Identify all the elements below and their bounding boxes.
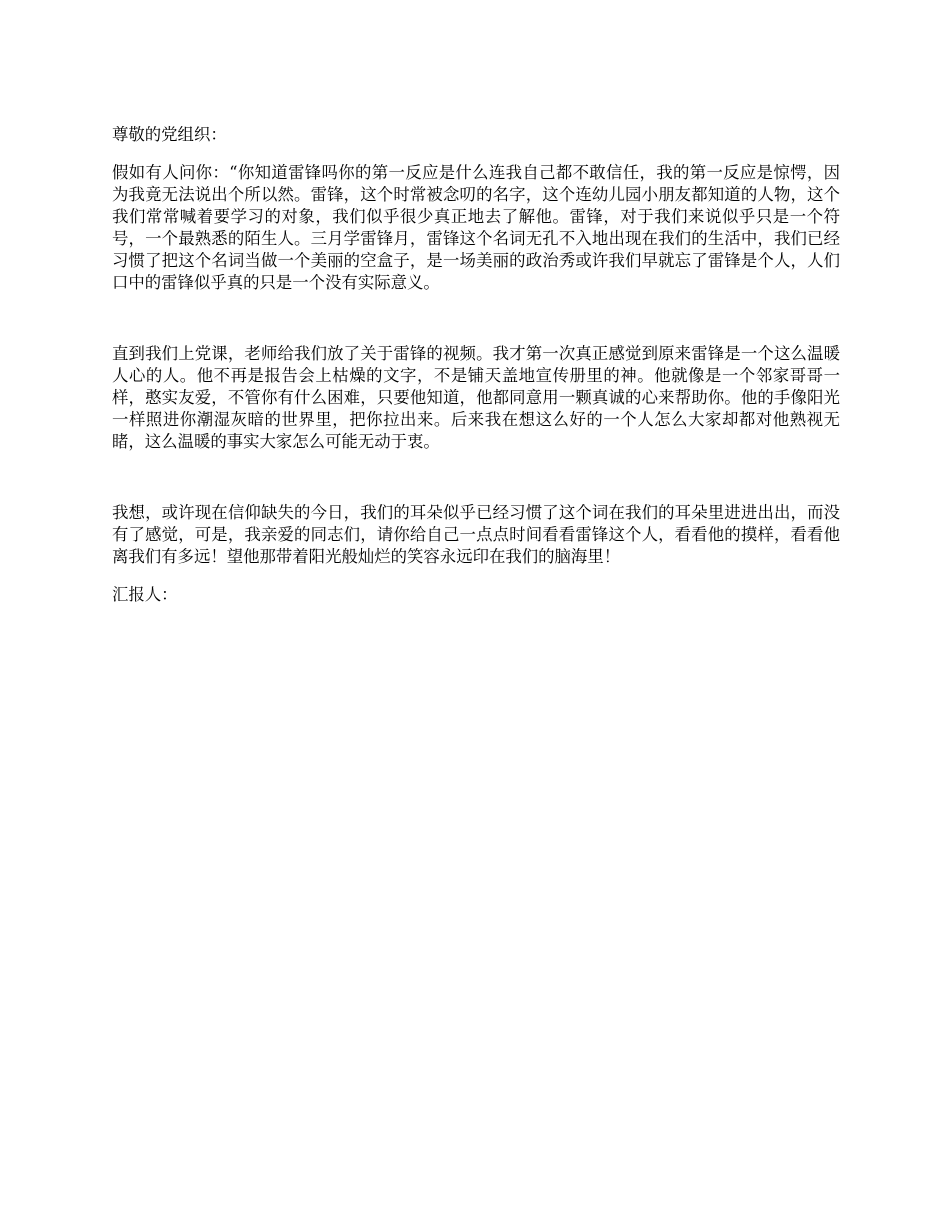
- signature-label: 汇报人：: [112, 585, 178, 604]
- paragraph-2: 直到我们上党课，老师给我们放了关于雷锋的视频。我才第一次真正感觉到原来雷锋是一个这么温暖人心的人。他不再是报告会上枯燥的文字，不是铺天盖地宣传册里的神。他就像是一个邻家哥哥一样，憨实友爱，不管你有什么困难，只要他知道，他都同意用一颗真诚的心来帮助你。他的手像阳光一样照进你潮湿灰暗的世界里，把你拉出来。后来我在想这么好的一个人怎么大家却都对他熟视无睹，这么温暖的事实大家怎么可能无动于衷。: [112, 344, 840, 451]
- salutation: 尊敬的党组织：: [112, 125, 227, 144]
- paragraph-3: 我想，或许现在信仰缺失的今日，我们的耳朵似乎已经习惯了这个词在我们的耳朵里进进出出，而没有了感觉，可是，我亲爱的同志们，请你给自己一点点时间看看雷锋这个人，看看他的摸样，看看他离我们有多远！望他那带着阳光般灿烂的笑容永远印在我们的脑海里！: [112, 503, 840, 566]
- paragraph-1: 假如有人问你：“你知道雷锋吗你的第一反应是什么连我自己都不敢信任，我的第一反应是惊愕，因为我竟无法说出个所以然。雷锋，这个时常被念叨的名字，这个连幼儿园小朋友都知道的人物，这个我们常常喊着要学习的对象，我们似乎很少真正地去了解他。雷锋，对于我们来说似乎只是一个符号，一个最熟悉的陌生人。三月学雷锋月，雷锋这个名词无孔不入地出现在我们的生活中，我们已经习惯了把这个名词当做一个美丽的空盒子，是一场美丽的政治秀或许我们早就忘了雷锋是个人，人们口中的雷锋似乎真的只是一个没有实际意义。: [112, 163, 840, 292]
- letter-page: [112, 124, 840, 606]
